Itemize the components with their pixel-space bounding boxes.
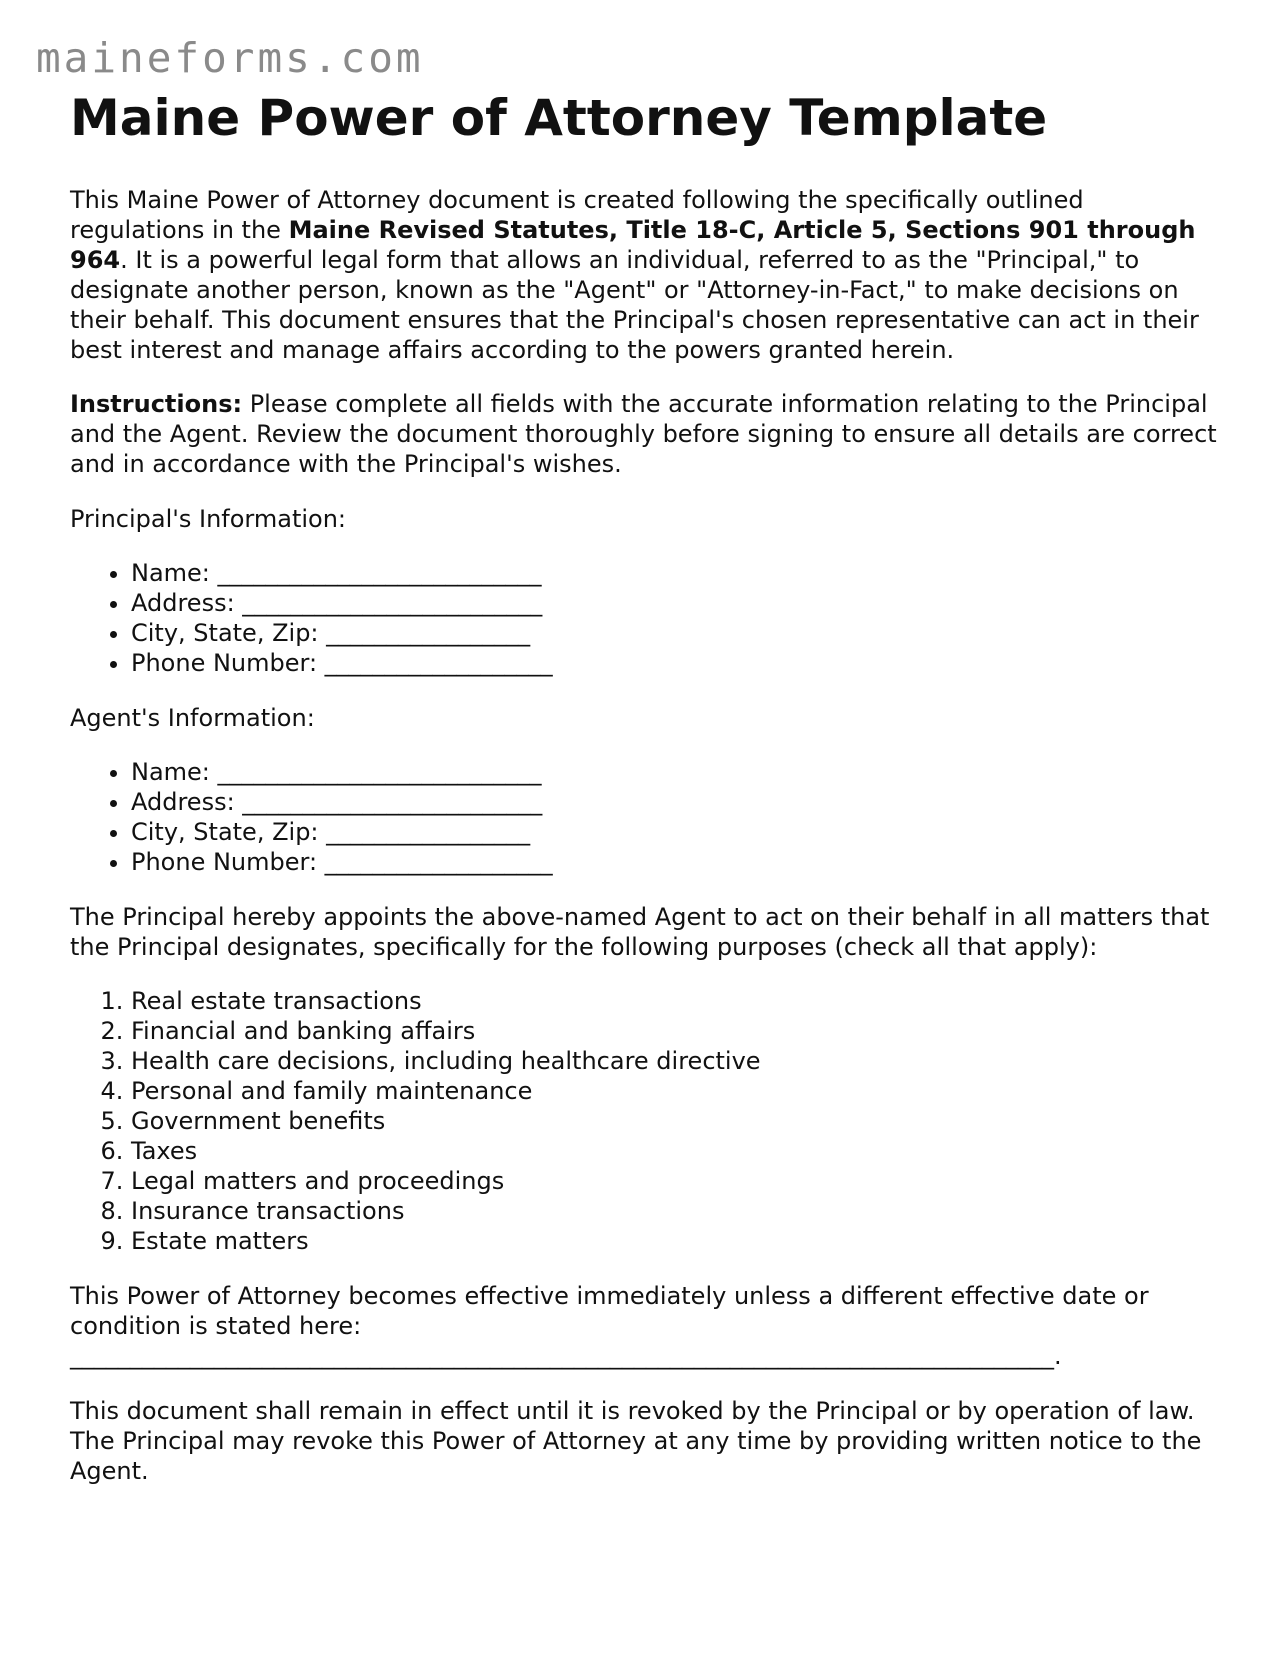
purpose-item[interactable]: 2. Financial and banking affairs [131, 1016, 1220, 1046]
instructions-text: Please complete all fields with the accurate information relating to the Principal and the Agent. Review the document thoroughly before signing to ensure all details are correct and in accordance with the Principal's wishes. [70, 390, 1217, 478]
principal-name-field[interactable]: • Name: ___________________________ [131, 558, 1220, 588]
intro-text-end: . It is a powerful legal form that allows an individual, referred to as the "Principal," to designate another person, known as the "Agent" or "Attorney-in-Fact," to make decisions on their behalf. This document ensures that the Principal's chosen representative can act in their best interest and manage affairs according to the powers granted herein. [70, 246, 1199, 364]
agent-name-field[interactable]: • Name: ___________________________ [131, 757, 1220, 787]
page-title: Maine Power of Attorney Template [70, 89, 1048, 147]
revocation-paragraph: This document shall remain in effect until it is revoked by the Principal or by operation of law. The Principal may revoke this Power of Attorney at any time by providing written notice to the Agent. [70, 1397, 1202, 1485]
agent-fields-list [70, 757, 1220, 877]
document-body [70, 86, 1220, 1486]
instructions-label: Instructions: [70, 390, 243, 418]
principal-info-heading: Principal's Information: [70, 505, 347, 533]
purpose-item[interactable]: 8. Insurance transactions [131, 1196, 1220, 1226]
intro-paragraph [70, 185, 1220, 365]
purpose-item[interactable]: 3. Health care decisions, including healthcare directive [131, 1046, 1220, 1076]
agent-city-state-zip-field[interactable]: • City, State, Zip: _________________ [131, 817, 1220, 847]
agent-phone-field[interactable]: • Phone Number: ___________________ [131, 847, 1220, 877]
principal-address-field[interactable]: • Address: _________________________ [131, 588, 1220, 618]
effective-date-blank[interactable]: __________________________________________________________________________________. [70, 1342, 1062, 1370]
intro-text-start: This Maine Power of Attorney document is created following the specifically outlined regulations in the [70, 186, 1084, 244]
purpose-item[interactable]: 5. Government benefits [131, 1106, 1220, 1136]
purpose-item[interactable]: 1. Real estate transactions [131, 986, 1220, 1016]
statute-reference: Maine Revised Statutes, Title 18-C, Article 5, Sections 901 through 964 [70, 216, 1196, 274]
effective-date-paragraph [70, 1281, 1220, 1371]
principal-city-state-zip-field[interactable]: • City, State, Zip: _________________ [131, 618, 1220, 648]
site-watermark: maineforms.com [36, 34, 424, 82]
principal-fields-list [70, 558, 1220, 678]
instructions-paragraph [70, 389, 1220, 479]
agent-info-heading: Agent's Information: [70, 704, 315, 732]
purpose-item[interactable]: 6. Taxes [131, 1136, 1220, 1166]
agent-address-field[interactable]: • Address: _________________________ [131, 787, 1220, 817]
effective-date-text: This Power of Attorney becomes effective immediately unless a different effective date or condition is stated here: [70, 1282, 1149, 1340]
principal-phone-field[interactable]: • Phone Number: ___________________ [131, 648, 1220, 678]
purpose-item[interactable]: 7. Legal matters and proceedings [131, 1166, 1220, 1196]
purposes-list [70, 986, 1220, 1256]
purpose-item[interactable]: 9. Estate matters [131, 1226, 1220, 1256]
appointment-paragraph: The Principal hereby appoints the above-named Agent to act on their behalf in all matters that the Principal designates, specifically for the following purposes (check all that apply): [70, 903, 1210, 961]
purpose-item[interactable]: 4. Personal and family maintenance [131, 1076, 1220, 1106]
